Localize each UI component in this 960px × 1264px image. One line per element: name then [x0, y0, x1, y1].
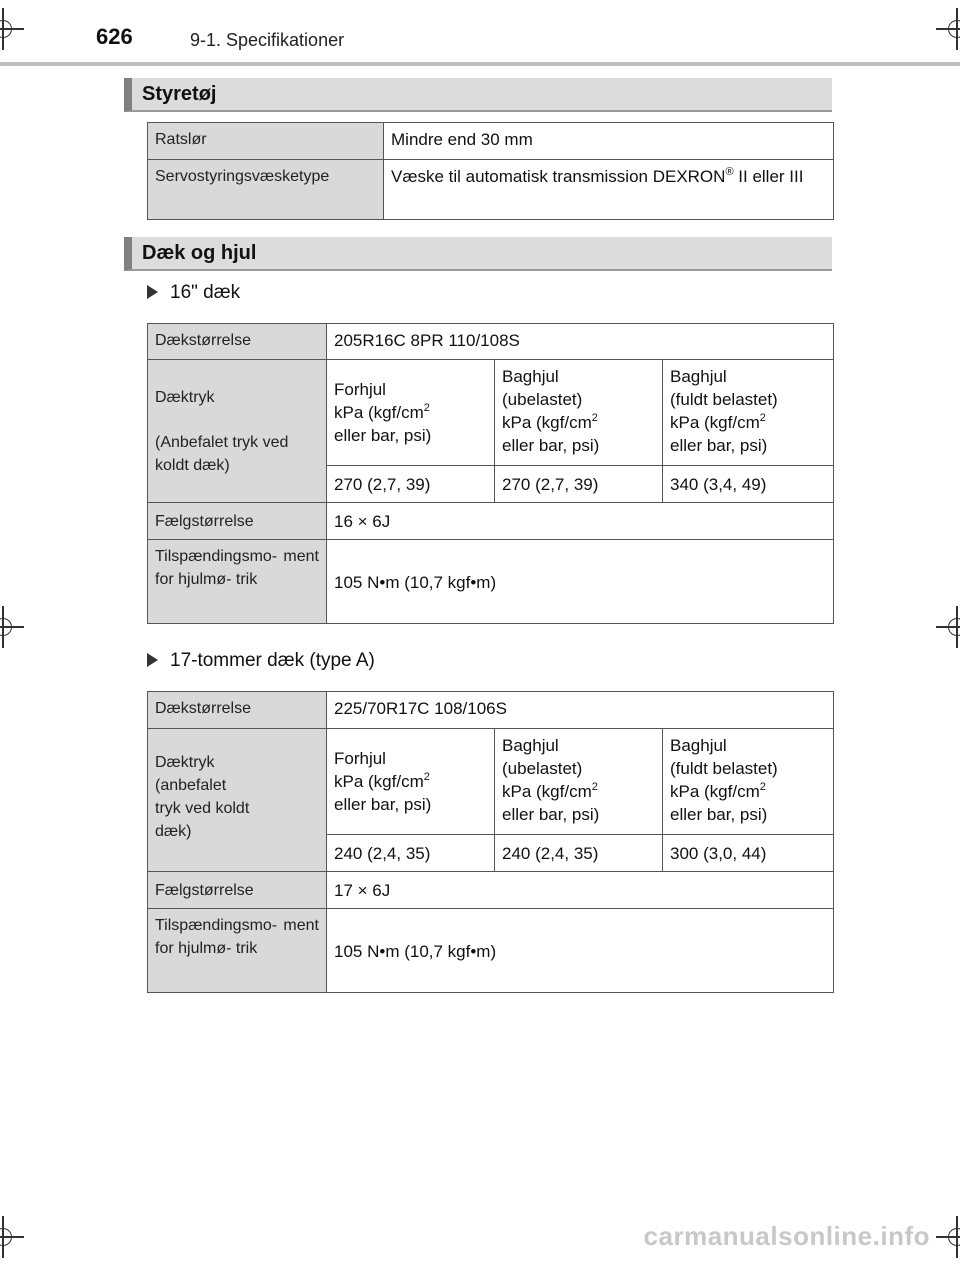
table-row: [148, 540, 834, 624]
subheading-17in: [147, 650, 375, 672]
table-row: [148, 360, 834, 466]
tire-table-17in: [147, 691, 834, 993]
fluid-type-suffix: II eller III: [733, 167, 804, 186]
section-heading-tires: [124, 237, 832, 271]
column-header: [495, 729, 663, 835]
header-line: kPa ($kgf/cm^2$: [502, 781, 598, 801]
label-line: Dæktryk: [155, 389, 215, 406]
cell-value: 340 (3,4, 49): [663, 466, 834, 503]
column-header: [327, 360, 495, 466]
table-row: [148, 909, 834, 993]
cell-value: 240 (2,4, 35): [327, 835, 495, 872]
label-line: tryk ved koldt: [155, 800, 250, 817]
table-row: [148, 503, 834, 540]
header-line: Forhjul: [334, 380, 386, 399]
table-row: [148, 160, 834, 220]
watermark-text: carmanualsonline.info: [643, 1221, 930, 1251]
row-value: Mindre end 30 mm: [384, 123, 834, 160]
header-divider: [0, 62, 960, 66]
row-label: Dækstørrelse: [148, 692, 327, 729]
triangle-bullet-icon: [147, 285, 158, 299]
header-line: eller bar, psi): [670, 805, 768, 824]
row-value: 17 × 6J: [327, 872, 834, 909]
row-value: 105 N•m (10,7 kgf•m): [327, 540, 834, 624]
label-line: dæk): [155, 823, 192, 840]
header-line: Baghjul: [670, 736, 727, 755]
header-line: (fuldt belastet): [670, 390, 778, 409]
cell-value: 270 (2,7, 39): [327, 466, 495, 503]
header-line: eller bar, psi): [334, 795, 432, 814]
header-line: (ubelastet): [502, 390, 583, 409]
header-line: Baghjul: [502, 367, 559, 386]
table-row: [148, 872, 834, 909]
section-title: Styretøj: [142, 83, 217, 105]
header-line: (ubelastet): [502, 759, 583, 778]
row-label: [148, 729, 327, 872]
chapter-title: 9-1. Specifikationer: [190, 30, 345, 50]
steering-table: [147, 122, 834, 220]
row-label: Ratslør: [148, 123, 384, 160]
row-label: Servostyringsvæsketype: [148, 160, 384, 220]
column-header: [327, 729, 495, 835]
table-row: [148, 692, 834, 729]
registration-mark-icon: [0, 16, 16, 42]
row-value: 205R16C 8PR 110/108S: [327, 324, 834, 360]
row-value: [384, 160, 834, 220]
header-line: eller bar, psi): [502, 805, 600, 824]
row-label: Tilspændingsmo- ment for hjulmø- trik: [148, 909, 327, 993]
cell-value: 300 (3,0, 44): [663, 835, 834, 872]
header-line: kPa ($kgf/cm^2$: [502, 412, 598, 432]
cell-value: 270 (2,7, 39): [495, 466, 663, 503]
header-line: Baghjul: [502, 736, 559, 755]
registered-mark: ®: [725, 166, 734, 178]
registration-mark-icon: [944, 614, 960, 640]
row-label: Fælgstørrelse: [148, 872, 327, 909]
row-value: 225/70R17C 108/106S: [327, 692, 834, 729]
fluid-type-text: Væske til automatisk transmission DEXRON: [391, 167, 726, 186]
registration-mark-icon: [944, 1224, 960, 1250]
header-line: (fuldt belastet): [670, 759, 778, 778]
column-header: [495, 360, 663, 466]
header-line: eller bar, psi): [670, 436, 768, 455]
label-line: (anbefalet: [155, 777, 227, 794]
row-value: 16 × 6J: [327, 503, 834, 540]
header-line: kPa ($kgf/cm^2$: [334, 402, 430, 422]
row-label: [148, 360, 327, 503]
row-label: Dækstørrelse: [148, 324, 327, 360]
header-line: eller bar, psi): [502, 436, 600, 455]
registration-mark-icon: [0, 1224, 16, 1250]
subheading-text: 16" dæk: [170, 282, 241, 303]
section-title: Dæk og hjul: [142, 242, 257, 264]
tire-table-16in: [147, 323, 834, 624]
triangle-bullet-icon: [147, 653, 158, 667]
registration-mark-icon: [944, 16, 960, 42]
cell-value: 240 (2,4, 35): [495, 835, 663, 872]
label-line: Dæktryk: [155, 754, 215, 771]
header-line: Baghjul: [670, 367, 727, 386]
row-label: Fælgstørrelse: [148, 503, 327, 540]
table-row: [148, 729, 834, 835]
row-label: Tilspændingsmo- ment for hjulmø- trik: [148, 540, 327, 624]
header-line: Forhjul: [334, 749, 386, 768]
subheading-text: 17-tommer dæk (type A): [170, 650, 375, 671]
column-header: [663, 729, 834, 835]
row-value: 105 N•m (10,7 kgf•m): [327, 909, 834, 993]
header-line: eller bar, psi): [334, 426, 432, 445]
subheading-16in: [147, 282, 240, 304]
header-line: kPa ($kgf/cm^2$: [670, 412, 766, 432]
table-row: [148, 324, 834, 360]
column-header: [663, 360, 834, 466]
section-heading-steering: [124, 78, 832, 112]
label-line: (Anbefalet tryk ved koldt dæk): [155, 434, 289, 474]
table-row: [148, 123, 834, 160]
header-line: kPa ($kgf/cm^2$: [670, 781, 766, 801]
registration-mark-icon: [0, 614, 16, 640]
page-number: 626: [96, 24, 133, 49]
header-line: kPa ($kgf/cm^2$: [334, 771, 430, 791]
